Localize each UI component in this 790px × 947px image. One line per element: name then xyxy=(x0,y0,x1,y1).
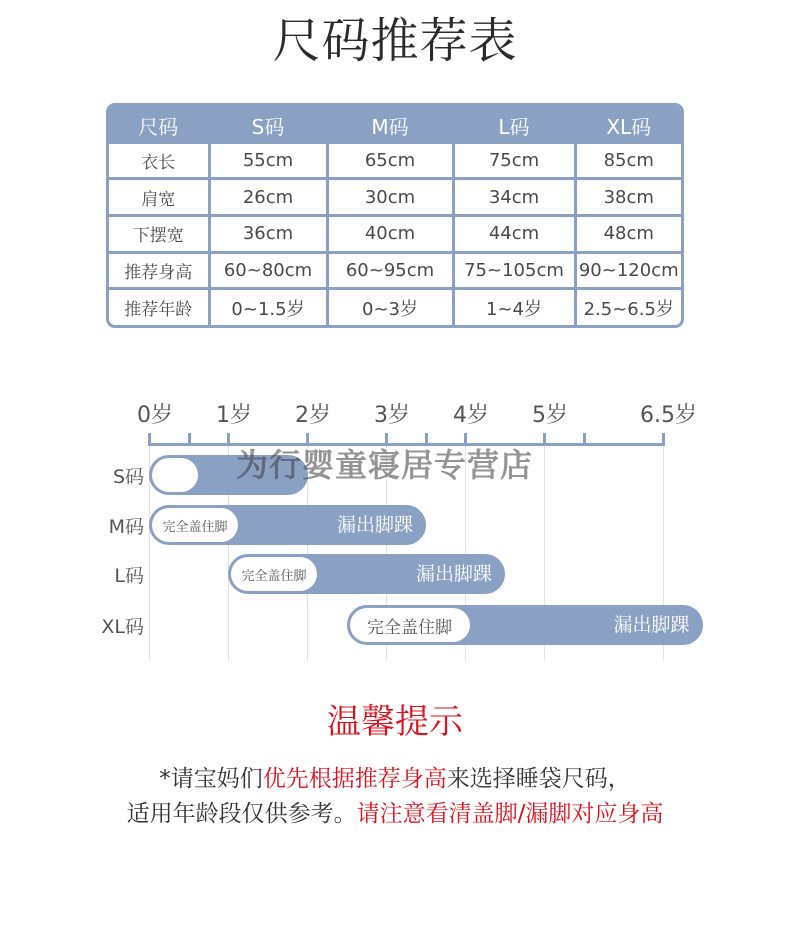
covered-foot-segment: 完全盖住脚 xyxy=(350,608,470,642)
table-row xyxy=(109,252,681,289)
table-cell: 90~120cm xyxy=(575,252,681,289)
table-row xyxy=(109,144,681,179)
table-cell: 55cm xyxy=(209,144,327,179)
page-title: 尺码推荐表 xyxy=(272,13,518,69)
size-table xyxy=(106,103,684,328)
tips-line-2 xyxy=(0,795,790,828)
age-tick xyxy=(543,433,546,446)
tips-text: 适用年龄段仅供参考。 xyxy=(126,801,357,827)
age-tick-label: 4岁 xyxy=(453,403,489,428)
age-tick-label: 6.5岁 xyxy=(640,403,697,428)
covered-foot-segment: 完全盖住脚 xyxy=(152,508,238,542)
table-cell: 0~1.5岁 xyxy=(209,289,327,325)
tips-highlight-text: 请注意看清盖脚/漏脚对应身高 xyxy=(356,801,664,827)
age-minor-tick xyxy=(583,433,586,446)
tips-line-1 xyxy=(0,760,790,793)
table-cell: 30cm xyxy=(327,179,453,216)
table-cell: 85cm xyxy=(575,144,681,179)
age-minor-tick xyxy=(188,433,191,446)
age-tick-label: 3岁 xyxy=(374,403,410,428)
header-s: S码 xyxy=(209,106,327,144)
table-cell: 38cm xyxy=(575,179,681,216)
table-cell: 60~95cm xyxy=(327,252,453,289)
age-tick xyxy=(148,433,151,446)
age-range-chart xyxy=(0,380,790,680)
age-tick-label: 0岁 xyxy=(137,403,173,428)
age-tick-label: 5岁 xyxy=(532,403,568,428)
table-cell: 48cm xyxy=(575,215,681,252)
row-label: 推荐身高 xyxy=(109,252,209,289)
table-cell: 34cm xyxy=(453,179,575,216)
exposed-ankle-label: 漏出脚踝 xyxy=(415,563,492,585)
header-size: 尺码 xyxy=(109,106,209,144)
row-label: 推荐年龄 xyxy=(109,289,209,325)
covered-foot-segment: 完全盖住脚 xyxy=(231,557,317,591)
age-tick xyxy=(662,433,665,446)
row-label: 衣长 xyxy=(109,144,209,179)
age-range-bar xyxy=(347,605,703,645)
chart-row-label: S码 xyxy=(112,466,144,488)
age-tick xyxy=(227,433,230,446)
covered-foot-segment xyxy=(152,458,198,492)
chart-row-label: L码 xyxy=(114,565,144,587)
age-tick-label: 1岁 xyxy=(216,403,252,428)
tips-text: 来选择睡袋尺码， xyxy=(446,766,631,792)
age-range-bar xyxy=(228,554,505,594)
table-cell: 44cm xyxy=(453,215,575,252)
table-cell: 40cm xyxy=(327,215,453,252)
table-cell: 26cm xyxy=(209,179,327,216)
table-cell: 1~4岁 xyxy=(453,289,575,325)
table-cell: 36cm xyxy=(209,215,327,252)
table-cell: 2.5~6.5岁 xyxy=(583,298,674,320)
header-l: L码 xyxy=(453,106,575,144)
age-tick-label: 2岁 xyxy=(295,403,331,428)
chart-row-label: M码 xyxy=(108,516,144,538)
header-m: M码 xyxy=(327,106,453,144)
exposed-ankle-label: 漏出脚踝 xyxy=(336,514,413,536)
tips-highlight-text: 优先根据推荐身高 xyxy=(262,766,447,792)
table-row xyxy=(109,215,681,252)
exposed-ankle-label: 漏出脚踝 xyxy=(613,614,690,636)
table-cell: 60~80cm xyxy=(209,252,327,289)
table-cell: 75~105cm xyxy=(453,252,575,289)
chart-row-label: XL码 xyxy=(101,616,144,638)
table-row xyxy=(109,289,681,325)
header-xl: XL码 xyxy=(575,106,681,144)
table-row xyxy=(109,179,681,216)
table-cell: 65cm xyxy=(327,144,453,179)
table-cell: 0~3岁 xyxy=(327,289,453,325)
tips-text: *请宝妈们 xyxy=(159,766,263,792)
store-watermark: 为行婴童寝居专营店 xyxy=(236,446,534,484)
age-range-bar xyxy=(149,505,426,545)
table-header-row xyxy=(109,106,681,144)
table-cell: 75cm xyxy=(453,144,575,179)
tips-title: 温馨提示 xyxy=(327,702,463,742)
row-label: 肩宽 xyxy=(109,179,209,216)
row-label: 下摆宽 xyxy=(109,215,209,252)
